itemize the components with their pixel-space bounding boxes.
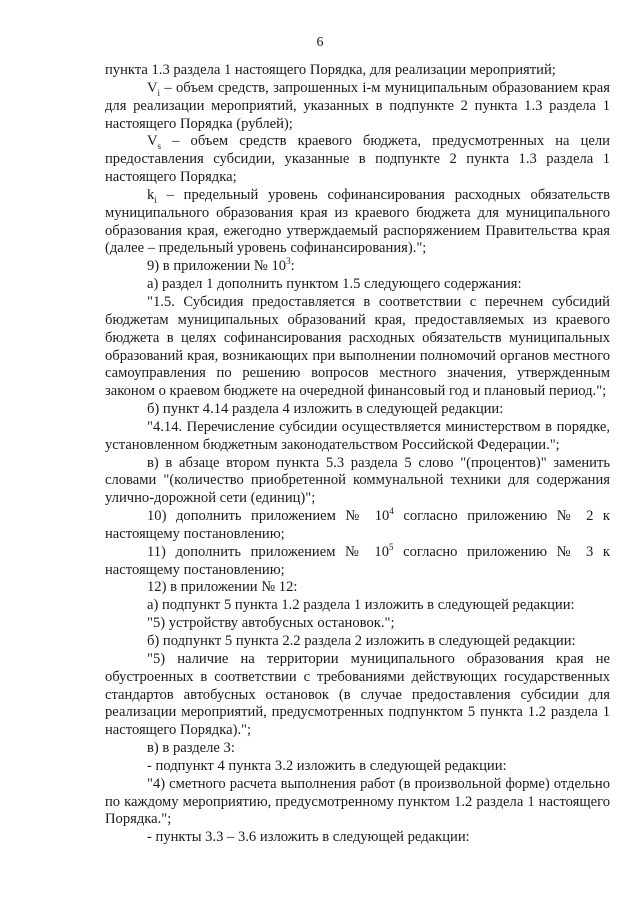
paragraph-text: - пункты 3.3 – 3.6 изложить в следующей редакции: [147,829,470,846]
paragraph-text: пункта 1.3 раздела 1 настоящего Порядка, для реализации мероприятий; [105,62,556,78]
paragraph [105,829,610,847]
paragraph-text: "5) наличие на территории муниципального образования края не обустроенных в соответствии с требованиями действующих государственных стандартов автобусных остановок (в случае предоставления субсидии для реализации мероприятий, предусмотренных подпунктом 5 пункта 1.2 раздела 1 настоящего Порядка)."; [105,650,610,739]
paragraph-text: 10) дополнить приложением № 10 [147,508,390,525]
paragraph [105,80,610,134]
paragraph [105,258,610,276]
paragraph-text: "5) устройству автобусных остановок."; [147,615,395,632]
paragraph-text: б) подпункт 5 пункта 2.2 раздела 2 изложить в следующей редакции: [147,633,576,649]
paragraph-text: в) в абзаце втором пункта 5.3 раздела 5 слово "(процентов)" заменить словами "(количество приобретенной коммунальной техники для содержания улично-дорожной сети (единиц)"; [105,454,610,507]
paragraph [105,62,610,80]
variable-symbol: V [147,133,158,150]
paragraph-tail: согласно приложению № 2 к настоящему постановлению; [105,508,610,542]
paragraph-text: – предельный уровень софинансирования расходных обязательств муниципального образования края из краевого бюджета для муниципального образования края, ежегодно утверждаемый распоряжением Правительства края (далее – предельный уровень софинансирования)."; [105,186,610,257]
superscript: 5 [389,541,394,552]
paragraph-text: – объем средств краевого бюджета, предусмотренных на цели предоставления субсидии, указанные в подпункте 2 пункта 1.3 раздела 1 настоящего Порядка; [105,133,610,186]
paragraph-text: – объем средств, запрошенных i-м муниципальным образованием края для реализации мероприятий, указанных в подпункте 2 пункта 1.3 раздела 1 настоящего Порядка (рублей); [105,79,610,132]
paragraph [105,294,610,401]
paragraph-text: - подпункт 4 пункта 3.2 изложить в следующей редакции: [147,757,507,774]
paragraph-text: а) раздел 1 дополнить пунктом 1.5 следующего содержания: [147,276,522,293]
paragraph [105,651,610,740]
paragraph [105,758,610,776]
page-number: 6 [316,35,324,50]
paragraph [105,740,610,758]
paragraph-text: б) пункт 4.14 раздела 4 изложить в следующей редакции: [147,401,504,418]
variable-subscript: s [157,141,162,152]
paragraph [105,133,610,187]
paragraph [105,597,610,615]
paragraph-text: "4.14. Перечисление субсидии осуществляется министерством в порядке, установленном бюджетным законодательством Российской Федерации."; [105,418,610,453]
paragraph [105,187,610,258]
paragraph-text: а) подпункт 5 пункта 1.2 раздела 1 изложить в следующей редакции: [147,597,575,614]
variable-subscript: i [157,87,161,98]
paragraph-text: 12) в приложении № 12: [147,579,298,596]
paragraph [105,276,610,294]
paragraph-text: "4) сметного расчета выполнения работ (в произвольной форме) отдельно по каждому мероприятию, предусмотренному пунктом 1.2 раздела 1 настоящего Порядка."; [105,775,610,828]
paragraph [105,615,610,633]
paragraph-tail: согласно приложению № 3 к настоящему постановлению; [105,543,610,578]
document-body [105,62,610,847]
variable-subscript: i [154,194,157,205]
paragraph-text: в) в разделе 3: [147,740,235,757]
paragraph [105,419,610,455]
paragraph [105,401,610,419]
superscript: 3 [286,256,291,267]
paragraph [105,541,610,580]
paragraph-text: "1.5. Субсидия предоставляется в соответствии с перечнем субсидий бюджетам муниципальных образований края, предоставляемых из краевого бюджета в целях софинансирования расходных обязательств муниципальных образований края, возникающих при выполнении полномочий органов местного самоуправления по решению вопросов местного значения, утвержденным законом о краевом бюджете на очередной финансовый год и плановый период."; [105,293,610,400]
paragraph [105,508,610,544]
paragraph [105,455,610,509]
paragraph-text: 11) дополнить приложением № 10 [147,543,390,560]
paragraph-tail: : [290,258,295,275]
paragraph-text: 9) в приложении № 10 [147,258,287,275]
superscript: 4 [389,506,394,517]
variable-symbol: V [147,79,158,96]
variable-symbol: k [147,186,155,203]
paragraph [105,633,610,651]
paragraph [105,579,610,597]
paragraph [105,776,610,830]
